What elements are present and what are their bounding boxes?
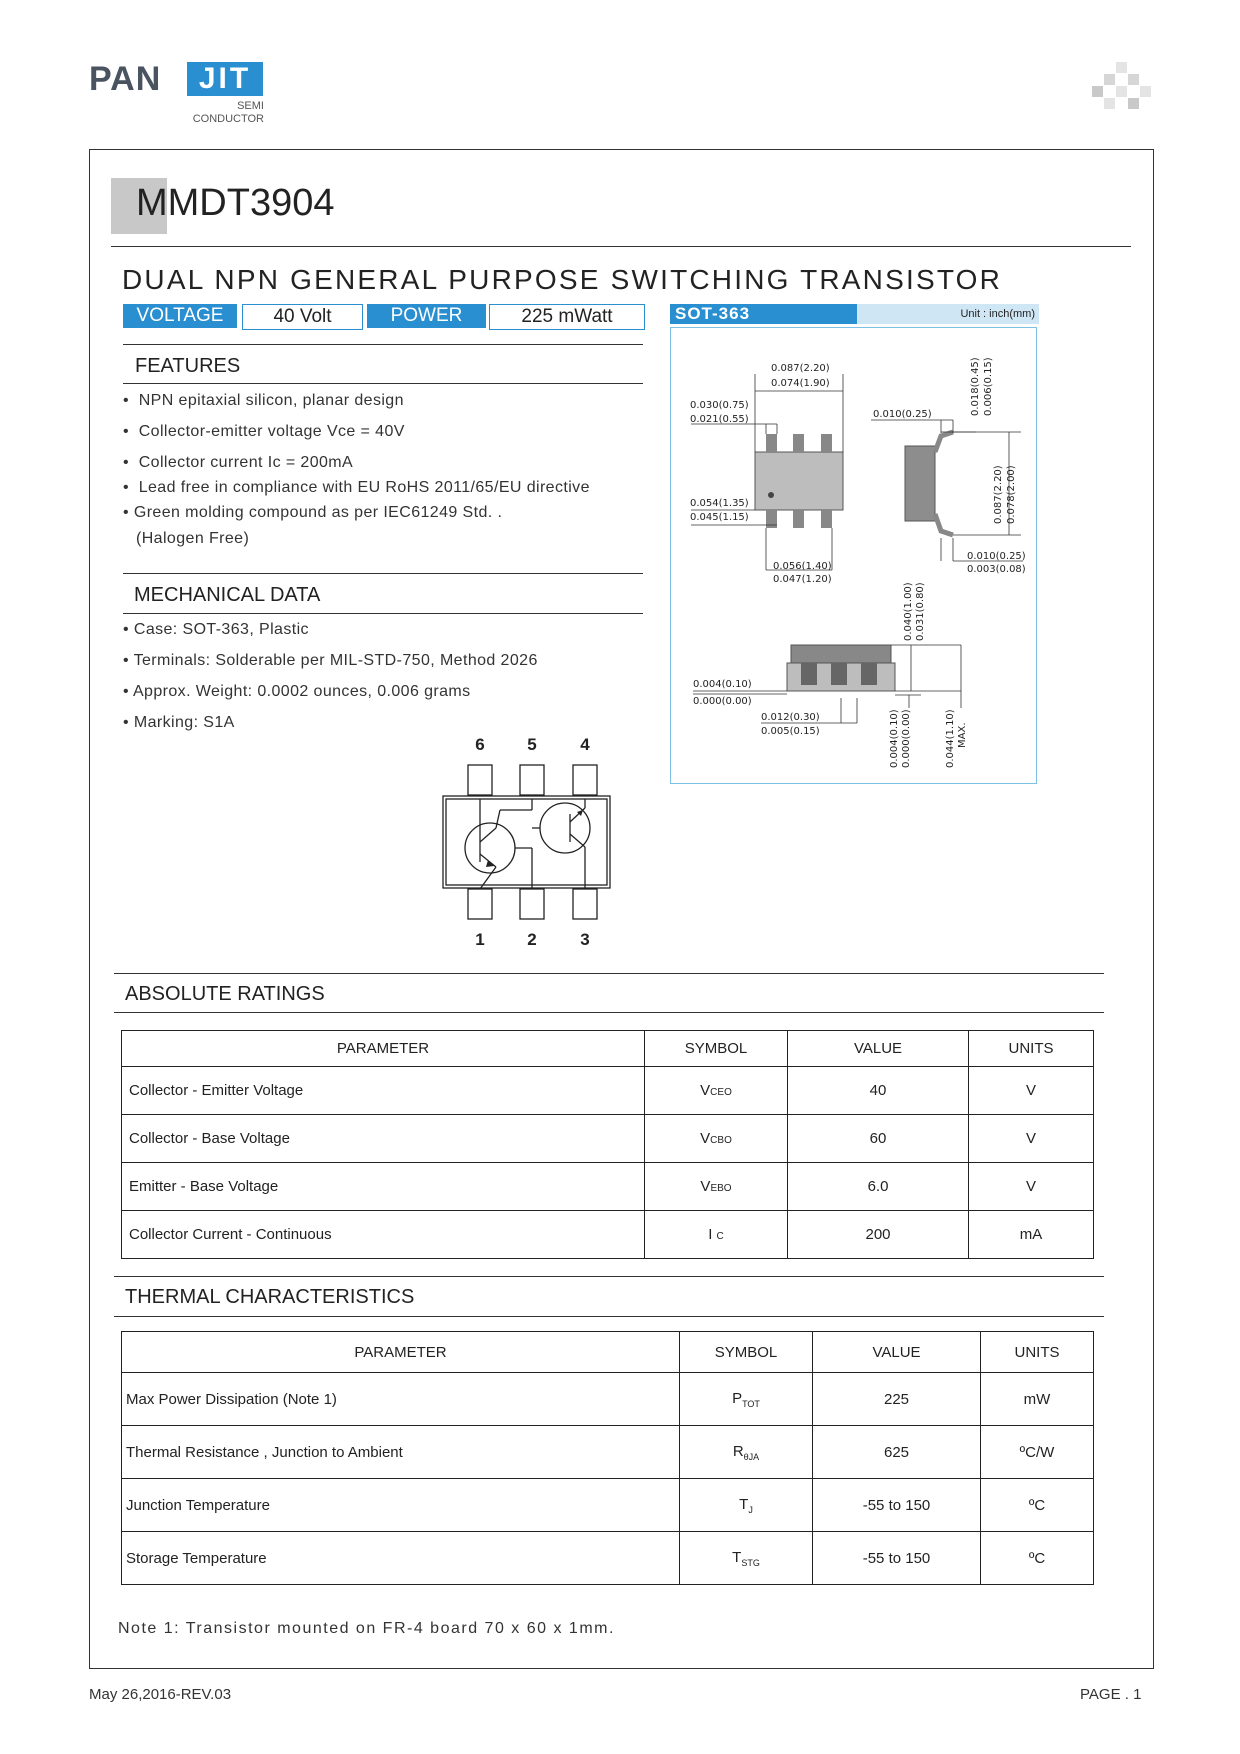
symbol-cell: VCEO	[645, 1067, 788, 1115]
param-cell: Collector Current - Continuous	[122, 1211, 645, 1259]
feature-item: • Collector current Ic = 200mA	[123, 454, 354, 471]
divider	[123, 573, 643, 574]
dim-label: 0.040(1.00)	[903, 582, 914, 641]
voltage-label: VOLTAGE	[123, 304, 237, 328]
table-header-row	[122, 1031, 1094, 1067]
logo-pan-text: PAN	[89, 60, 162, 98]
mechanical-item: • Marking: S1A	[123, 714, 235, 731]
divider	[111, 246, 1131, 247]
dim-label: 0.000(0.00)	[693, 696, 752, 707]
dim-label: 0.021(0.55)	[690, 414, 749, 425]
dim-label: 0.047(1.20)	[773, 574, 832, 585]
divider	[114, 1276, 1104, 1277]
divider	[123, 344, 643, 345]
footer-date: May 26,2016-REV.03	[89, 1686, 232, 1703]
dim-label: 0.006(0.15)	[983, 357, 994, 416]
dim-label: 0.010(0.25)	[967, 551, 1026, 562]
param-cell: Max Power Dissipation (Note 1)	[122, 1373, 680, 1426]
voltage-value: 40 Volt	[242, 304, 363, 330]
param-cell: Junction Temperature	[122, 1479, 680, 1532]
feature-item: • Lead free in compliance with EU RoHS 2011/65/EU directive	[123, 479, 590, 496]
logo-subtitle	[180, 100, 264, 126]
dim-label: MAX.	[957, 722, 968, 748]
mechanical-item: • Case: SOT-363, Plastic	[123, 621, 309, 638]
package-dimension-drawing	[671, 328, 1034, 781]
feature-item: (Halogen Free)	[136, 530, 250, 547]
symbol-cell: $T_J$	[680, 1479, 813, 1532]
dim-label: 0.000(0.00)	[901, 709, 912, 768]
col-header: PARAMETER	[122, 1332, 680, 1373]
divider	[114, 973, 1104, 974]
dim-label: 0.012(0.30)	[761, 712, 820, 723]
dim-label: 0.078(2.00)	[1006, 465, 1017, 524]
unit-cell: V	[969, 1115, 1094, 1163]
param-cell: Collector - Emitter Voltage	[122, 1067, 645, 1115]
symbol-cell: VEBO	[645, 1163, 788, 1211]
table-header-row	[122, 1332, 1094, 1373]
dim-label: 0.054(1.35)	[690, 498, 749, 509]
pin-label-3: 3	[580, 930, 590, 949]
corner-pixel-decoration	[1092, 62, 1152, 118]
dim-label: 0.018(0.45)	[970, 357, 981, 416]
thermal-table	[121, 1331, 1094, 1585]
unit-cell: mW	[981, 1373, 1094, 1426]
pin-label-6: 6	[475, 735, 485, 754]
col-header: SYMBOL	[680, 1332, 813, 1373]
table-row	[122, 1211, 1094, 1259]
dim-label: 0.031(0.80)	[915, 582, 926, 641]
value-cell: -55 to 150	[813, 1532, 981, 1585]
unit-cell: ºC	[981, 1532, 1094, 1585]
divider	[114, 1316, 1104, 1317]
param-cell: Thermal Resistance , Junction to Ambient	[122, 1426, 680, 1479]
power-label: POWER	[367, 304, 486, 328]
note-text: Note 1: Transistor mounted on FR-4 board 70 x 60 x 1mm.	[118, 1620, 615, 1637]
col-header: UNITS	[969, 1031, 1094, 1067]
dim-label: 0.087(2.20)	[993, 465, 1004, 524]
param-cell: Storage Temperature	[122, 1532, 680, 1585]
page-title: DUAL NPN GENERAL PURPOSE SWITCHING TRANSISTOR	[122, 264, 1003, 295]
col-header: PARAMETER	[122, 1031, 645, 1067]
dim-label: 0.003(0.08)	[967, 564, 1026, 575]
param-cell: Emitter - Base Voltage	[122, 1163, 645, 1211]
value-cell: 60	[788, 1115, 969, 1163]
dim-label: 0.044(1.10)	[945, 709, 956, 768]
package-name: SOT-363	[670, 304, 857, 324]
dim-label: 0.004(0.10)	[889, 709, 900, 768]
mechanical-heading: MECHANICAL DATA	[134, 584, 321, 606]
feature-item: • NPN epitaxial silicon, planar design	[123, 392, 404, 409]
features-heading: FEATURES	[135, 355, 241, 377]
col-header: VALUE	[788, 1031, 969, 1067]
unit-cell: V	[969, 1163, 1094, 1211]
dim-label: 0.056(1.40)	[773, 561, 832, 572]
divider	[114, 1012, 1104, 1013]
symbol-cell: I C	[645, 1211, 788, 1259]
logo-semi: SEMI	[237, 100, 264, 112]
value-cell: 225	[813, 1373, 981, 1426]
pin-label-1: 1	[475, 930, 485, 949]
dim-label: 0.074(1.90)	[771, 378, 830, 389]
symbol-cell: $R_{\theta JA}$	[680, 1426, 813, 1479]
symbol-cell: $P_{TOT}$	[680, 1373, 813, 1426]
logo-jit-badge: JIT	[187, 62, 263, 96]
part-number: MMDT3904	[136, 182, 335, 224]
pin-label-2: 2	[527, 930, 537, 949]
value-cell: 200	[788, 1211, 969, 1259]
value-cell: -55 to 150	[813, 1479, 981, 1532]
dim-label: 0.045(1.15)	[690, 512, 749, 523]
value-cell: 6.0	[788, 1163, 969, 1211]
value-cell: 40	[788, 1067, 969, 1115]
dim-label: 0.087(2.20)	[771, 363, 830, 374]
table-row	[122, 1067, 1094, 1115]
unit-cell: V	[969, 1067, 1094, 1115]
dim-label: 0.010(0.25)	[873, 409, 932, 420]
dim-label: 0.004(0.10)	[693, 679, 752, 690]
col-header: UNITS	[981, 1332, 1094, 1373]
table-row	[122, 1479, 1094, 1532]
value-cell: 625	[813, 1426, 981, 1479]
table-row	[122, 1115, 1094, 1163]
mechanical-item: • Terminals: Solderable per MIL-STD-750, Method 2026	[123, 652, 538, 669]
col-header: VALUE	[813, 1332, 981, 1373]
power-value: 225 mWatt	[489, 304, 645, 330]
absolute-ratings-table	[121, 1030, 1094, 1259]
mechanical-item: • Approx. Weight: 0.0002 ounces, 0.006 grams	[123, 683, 471, 700]
dim-label: 0.005(0.15)	[761, 726, 820, 737]
param-cell: Collector - Base Voltage	[122, 1115, 645, 1163]
pin-label-5: 5	[527, 735, 537, 754]
feature-item: • Green molding compound as per IEC61249 Std. .	[123, 504, 503, 521]
unit-cell: ºC	[981, 1479, 1094, 1532]
logo-conductor: CONDUCTOR	[192, 113, 264, 125]
divider	[123, 613, 643, 614]
col-header: SYMBOL	[645, 1031, 788, 1067]
table-row	[122, 1163, 1094, 1211]
table-row	[122, 1426, 1094, 1479]
footer-page: PAGE . 1	[1080, 1686, 1142, 1703]
unit-cell: ºC/W	[981, 1426, 1094, 1479]
pinout-schematic	[440, 730, 630, 960]
divider	[123, 383, 643, 384]
thermal-heading: THERMAL CHARACTERISTICS	[125, 1286, 415, 1308]
symbol-cell: $T_{STG}$	[680, 1532, 813, 1585]
dim-label: 0.030(0.75)	[690, 400, 749, 411]
table-row	[122, 1373, 1094, 1426]
table-row	[122, 1532, 1094, 1585]
feature-item: • Collector-emitter voltage Vce = 40V	[123, 423, 405, 440]
pin-label-4: 4	[580, 735, 590, 754]
absolute-heading: ABSOLUTE RATINGS	[125, 983, 325, 1005]
package-unit: Unit : inch(mm)	[857, 304, 1039, 324]
unit-cell: mA	[969, 1211, 1094, 1259]
symbol-cell: VCBO	[645, 1115, 788, 1163]
